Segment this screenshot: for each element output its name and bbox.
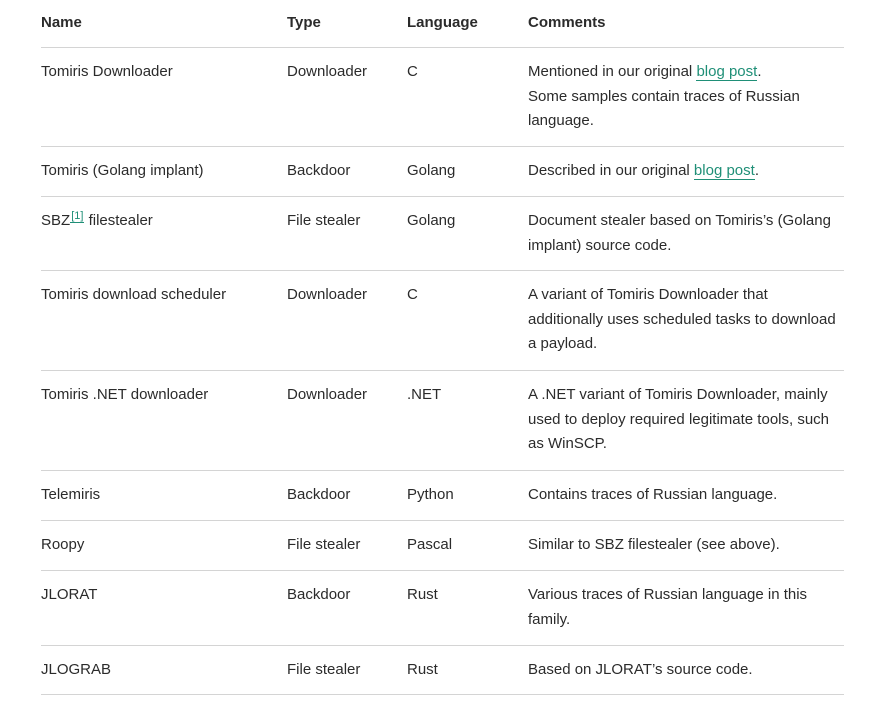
- cell-language: Pascal: [407, 536, 453, 553]
- cell-name: Tomiris .NET downloader: [41, 386, 209, 403]
- cell-language: C: [407, 286, 418, 303]
- cell-type: Downloader: [287, 63, 368, 80]
- cell-language: Golang: [407, 162, 456, 179]
- table-row: [41, 147, 844, 197]
- table-row: [41, 271, 844, 371]
- cell-comments: [528, 159, 844, 184]
- cell-name: Tomiris (Golang implant): [41, 162, 204, 179]
- comment-text: .: [754, 162, 759, 179]
- table-row: [41, 521, 844, 571]
- malware-table: [41, 0, 844, 695]
- comment-text: Described in our original: [528, 162, 694, 179]
- cell-language: Rust: [407, 586, 438, 603]
- table-row: [41, 571, 844, 646]
- cell-name: Tomiris Downloader: [41, 63, 173, 80]
- cell-type: File stealer: [287, 661, 361, 678]
- blog-post-link[interactable]: blog post: [693, 162, 755, 179]
- cell-comments: Based on JLORAT’s source code.: [528, 661, 753, 678]
- name-text: SBZ: [41, 212, 71, 229]
- cell-language: Golang: [407, 212, 456, 229]
- blog-post-link[interactable]: blog post: [696, 63, 758, 80]
- cell-name: JLOGRAB: [41, 661, 112, 678]
- cell-type: Backdoor: [287, 586, 351, 603]
- cell-comments: Contains traces of Russian language.: [528, 486, 778, 503]
- cell-name: [41, 209, 281, 234]
- cell-language: .NET: [407, 386, 442, 403]
- table-row: [41, 48, 844, 147]
- table-row: [41, 646, 844, 695]
- table-row: [41, 197, 844, 271]
- name-text: filestealer: [84, 212, 153, 229]
- header-type: Type: [287, 14, 321, 31]
- table-row: [41, 471, 844, 521]
- cell-type: Downloader: [287, 386, 368, 403]
- cell-language: C: [407, 63, 418, 80]
- cell-comments: A .NET variant of Tomiris Downloader, mainly used to deploy required legitimate tools, such as WinSCP.: [528, 386, 830, 452]
- cell-type: Backdoor: [287, 162, 351, 179]
- comment-text: Mentioned in our original: [528, 63, 697, 80]
- cell-comments: [528, 60, 844, 134]
- cell-name: Tomiris download scheduler: [41, 286, 227, 303]
- cell-name: Telemiris: [41, 486, 101, 503]
- header-comments: Comments: [528, 14, 606, 31]
- cell-type: Downloader: [287, 286, 368, 303]
- cell-comments: Similar to SBZ filestealer (see above).: [528, 536, 780, 553]
- cell-type: File stealer: [287, 212, 361, 229]
- cell-name: JLORAT: [41, 586, 98, 603]
- cell-type: File stealer: [287, 536, 361, 553]
- cell-comments: Various traces of Russian language in this family.: [528, 586, 808, 628]
- cell-type: Backdoor: [287, 486, 351, 503]
- cell-name: Roopy: [41, 536, 85, 553]
- table-header: [41, 0, 844, 48]
- cell-language: Rust: [407, 661, 438, 678]
- table-row: [41, 371, 844, 471]
- cell-comments: A variant of Tomiris Downloader that additionally uses scheduled tasks to download a payload.: [528, 286, 836, 352]
- comment-text: .: [757, 63, 762, 80]
- cell-comments: Document stealer based on Tomiris’s (Golang implant) source code.: [528, 212, 831, 254]
- header-name: Name: [41, 14, 82, 31]
- footnote-link[interactable]: [1]: [71, 210, 84, 222]
- comment-text: Some samples contain traces of Russian language.: [528, 87, 800, 129]
- header-language: Language: [407, 14, 478, 31]
- cell-language: Python: [407, 486, 454, 503]
